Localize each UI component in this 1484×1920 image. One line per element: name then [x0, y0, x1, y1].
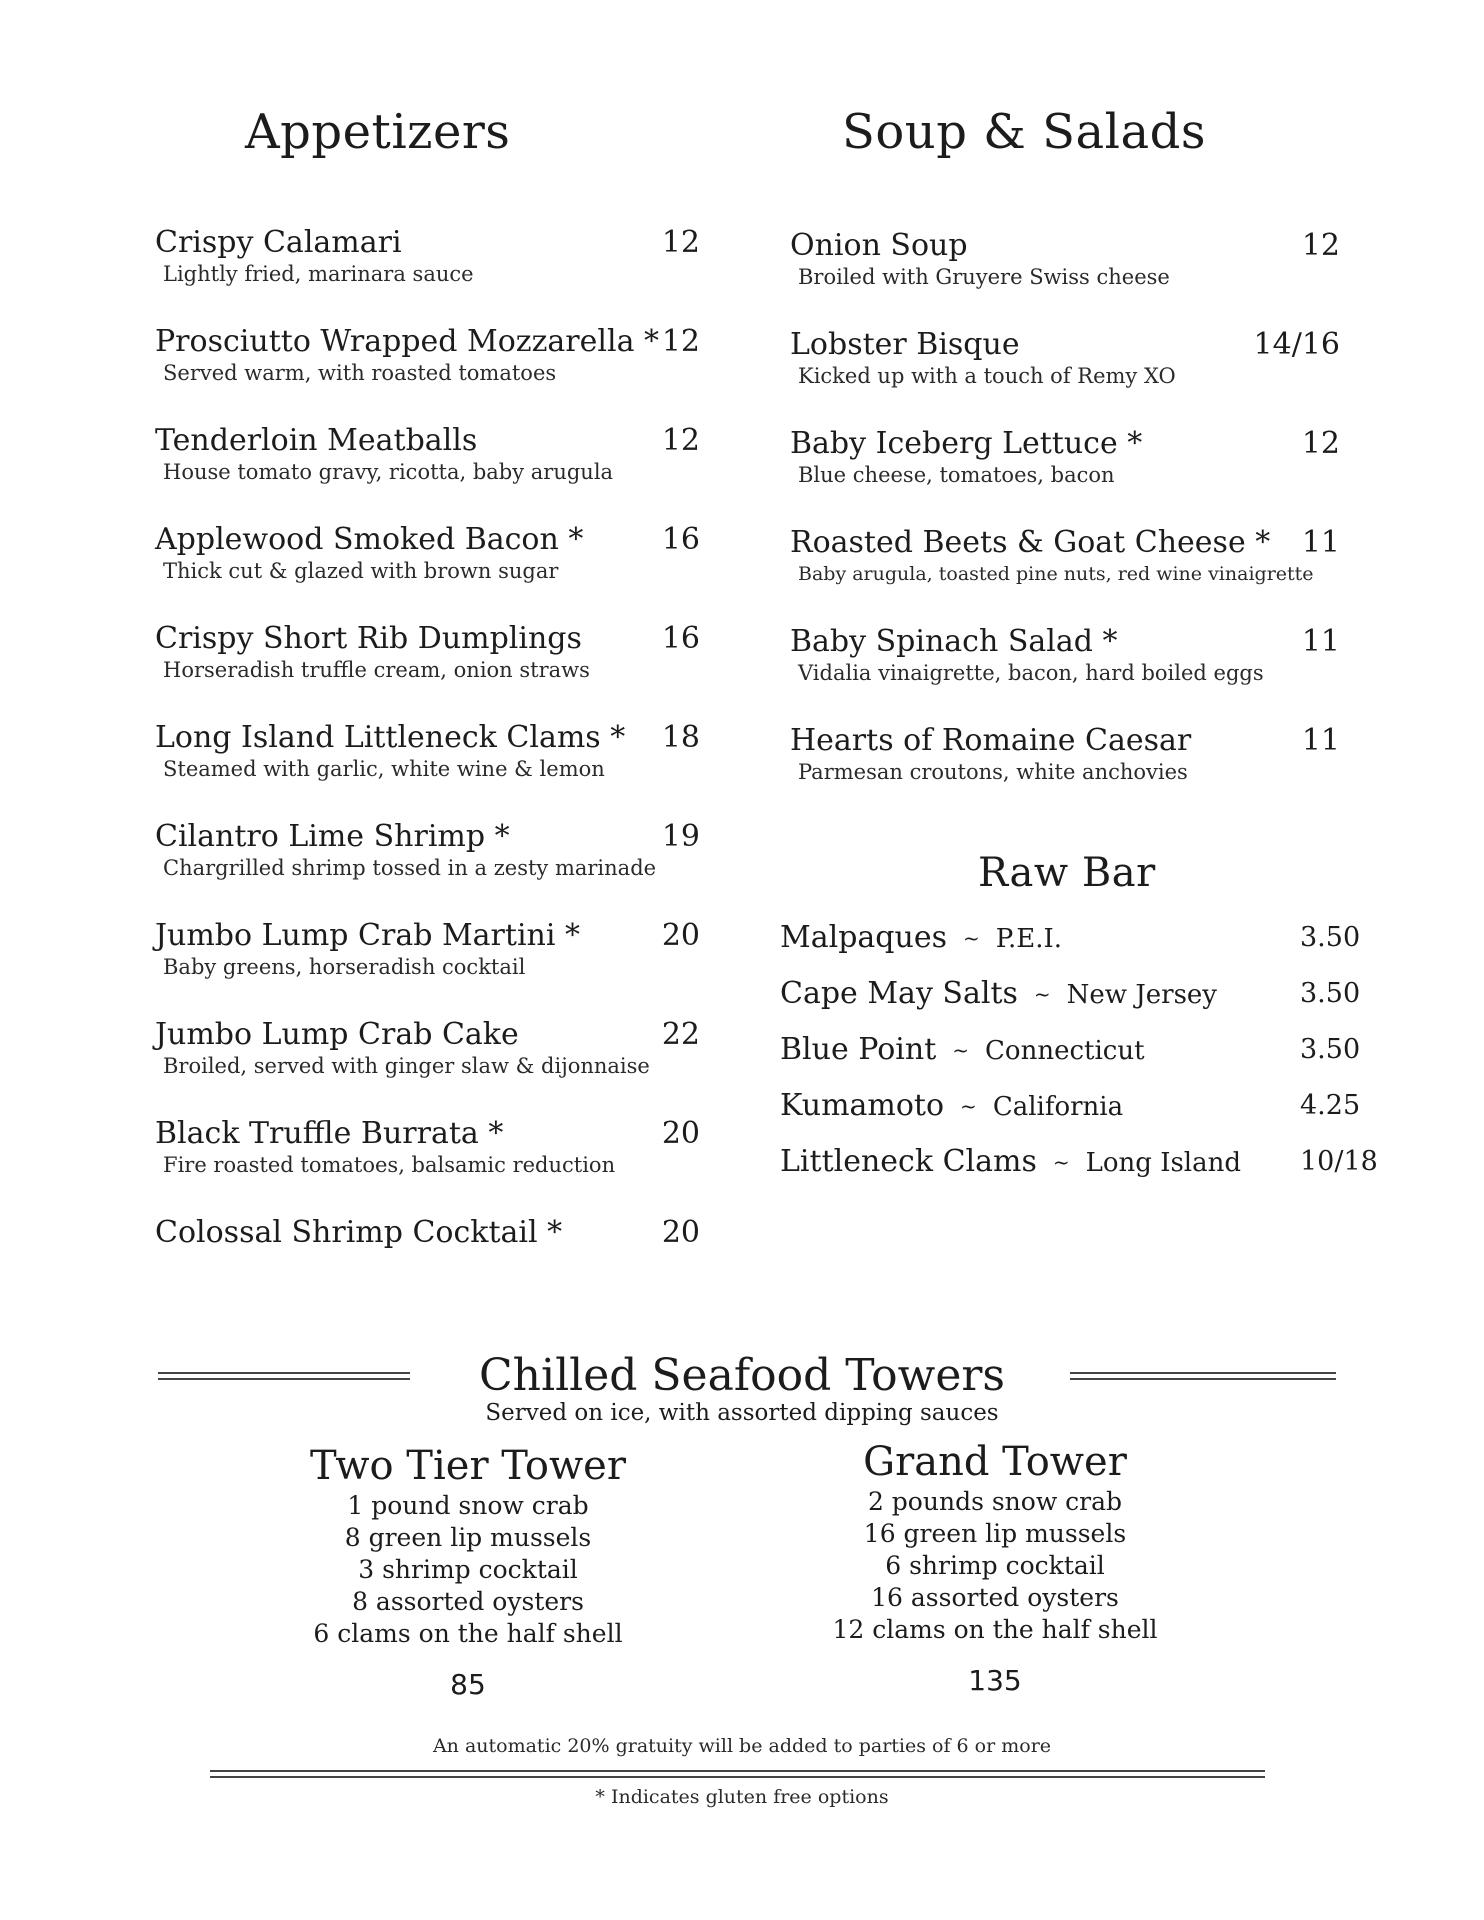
item-price: 20	[661, 1215, 700, 1250]
list-item	[790, 327, 1340, 426]
item-name: Hearts of Romaine Caesar	[790, 723, 1192, 758]
item-name: Black Truffle Burrata *	[155, 1116, 504, 1151]
rawbar-origin: New Jersey	[1066, 980, 1217, 1010]
two-tier-tower	[248, 1442, 688, 1701]
list-item	[155, 621, 700, 720]
tower-item: 12 clams on the half shell	[832, 1615, 1158, 1644]
item-description: Broiled with Gruyere Swiss cheese	[798, 265, 1170, 289]
rawbar-item	[780, 920, 1062, 958]
item-name: Baby Iceberg Lettuce *	[790, 426, 1143, 461]
rawbar-origin: P.E.I.	[995, 924, 1063, 954]
rawbar-item	[780, 976, 1217, 1014]
list-item	[155, 1215, 700, 1314]
rawbar-name: Malpaques	[780, 920, 947, 955]
soups-list	[790, 228, 1340, 822]
divider	[210, 1770, 1265, 1778]
rawbar-separator: ~	[1033, 982, 1051, 1006]
item-name: Tenderloin Meatballs	[155, 423, 478, 458]
list-item	[155, 1017, 700, 1116]
item-description: Parmesan croutons, white anchovies	[798, 760, 1188, 784]
list-item	[790, 426, 1340, 525]
gratuity-note: An automatic 20% gratuity will be added to parties of 6 or more	[432, 1735, 1052, 1757]
rawbar-price: 3.50	[1300, 1034, 1361, 1065]
appetizers-title: Appetizers	[245, 104, 511, 160]
item-description: Kicked up with a touch of Remy XO	[798, 364, 1176, 388]
list-item	[155, 324, 700, 423]
list-item	[780, 1088, 1360, 1144]
rawbar-origin: Long Island	[1085, 1148, 1242, 1178]
item-name: Jumbo Lump Crab Martini *	[155, 918, 580, 953]
tower-item: 3 shrimp cocktail	[358, 1555, 578, 1584]
item-price: 11	[1301, 723, 1340, 758]
item-name: Jumbo Lump Crab Cake	[155, 1017, 519, 1052]
item-price: 11	[1301, 624, 1340, 659]
item-name: Baby Spinach Salad *	[790, 624, 1118, 659]
tower-item: 8 assorted oysters	[352, 1587, 584, 1616]
rawbar-list	[780, 920, 1378, 1200]
rawbar-separator: ~	[1052, 1150, 1070, 1174]
rawbar-item	[780, 1032, 1145, 1070]
towers-title: Chilled Seafood Towers	[479, 1350, 1005, 1401]
tower-item: 16 green lip mussels	[863, 1519, 1127, 1548]
item-name: Roasted Beets & Goat Cheese *	[790, 525, 1271, 560]
tower-item: 6 shrimp cocktail	[885, 1551, 1105, 1580]
item-name: Applewood Smoked Bacon *	[155, 522, 584, 557]
item-price: 12	[661, 324, 700, 359]
list-item	[780, 1144, 1378, 1200]
item-description: Served warm, with roasted tomatoes	[163, 361, 557, 385]
rawbar-price: 10/18	[1300, 1146, 1378, 1177]
list-item	[155, 819, 700, 918]
rawbar-separator: ~	[952, 1038, 970, 1062]
item-description: Steamed with garlic, white wine & lemon	[163, 757, 605, 781]
list-item	[155, 1116, 700, 1215]
item-description: Thick cut & glazed with brown sugar	[163, 559, 559, 583]
item-description: Blue cheese, tomatoes, bacon	[798, 463, 1115, 487]
appetizers-list	[155, 225, 700, 1314]
list-item	[155, 918, 700, 1017]
item-name: Cilantro Lime Shrimp *	[155, 819, 510, 854]
tower-item: 8 green lip mussels	[344, 1523, 592, 1552]
rawbar-item	[780, 1144, 1241, 1182]
item-price: 12	[1301, 228, 1340, 263]
item-price: 20	[661, 918, 700, 953]
item-price: 22	[661, 1017, 700, 1052]
towers-subtitle: Served on ice, with assorted dipping sauces	[485, 1400, 999, 1426]
tower-item: 6 clams on the half shell	[313, 1619, 623, 1648]
item-name: Long Island Littleneck Clams *	[155, 720, 626, 755]
item-description: Horseradish truffle cream, onion straws	[163, 658, 590, 682]
item-name: Lobster Bisque	[790, 327, 1020, 362]
item-name: Prosciutto Wrapped Mozzarella *	[155, 324, 660, 359]
item-description: Chargrilled shrimp tossed in a zesty marinade	[163, 856, 657, 880]
list-item	[155, 423, 700, 522]
item-name: Onion Soup	[790, 228, 968, 263]
rawbar-price: 3.50	[1300, 978, 1361, 1009]
rawbar-separator: ~	[960, 1094, 977, 1118]
grand-tower	[775, 1438, 1215, 1697]
item-price: 12	[661, 225, 700, 260]
item-name: Colossal Shrimp Cocktail *	[155, 1215, 563, 1250]
gluten-free-note: * Indicates gluten free options	[595, 1786, 889, 1808]
item-price: 18	[661, 720, 700, 755]
list-item	[780, 1032, 1360, 1088]
tower-price: 135	[968, 1664, 1022, 1697]
item-price: 20	[661, 1116, 700, 1151]
tower-item: 1 pound snow crab	[347, 1491, 589, 1520]
tower-item: 16 assorted oysters	[871, 1583, 1119, 1612]
rawbar-origin: California	[992, 1092, 1124, 1122]
rawbar-price: 4.25	[1300, 1090, 1361, 1121]
tower-name: Grand Tower	[863, 1439, 1127, 1485]
rawbar-name: Blue Point	[780, 1032, 937, 1067]
item-name: Crispy Short Rib Dumplings	[155, 621, 582, 656]
rawbar-price: 3.50	[1300, 922, 1361, 953]
item-description: House tomato gravy, ricotta, baby arugula	[163, 460, 614, 484]
item-price: 11	[1301, 525, 1340, 560]
item-price: 19	[661, 819, 700, 854]
item-price: 16	[661, 522, 700, 557]
rawbar-item	[780, 1088, 1123, 1126]
tower-name: Two Tier Tower	[310, 1443, 626, 1489]
tower-price: 85	[450, 1668, 486, 1701]
tower-item: 2 pounds snow crab	[867, 1487, 1123, 1516]
rawbar-name: Kumamoto	[780, 1088, 945, 1123]
list-item	[790, 525, 1340, 624]
rawbar-title: Raw Bar	[978, 850, 1156, 896]
item-description: Vidalia vinaigrette, bacon, hard boiled eggs	[798, 661, 1264, 685]
item-description: Broiled, served with ginger slaw & dijonnaise	[163, 1054, 650, 1078]
item-name: Crispy Calamari	[155, 225, 402, 260]
item-price: 12	[661, 423, 700, 458]
list-item	[780, 920, 1360, 976]
item-price: 12	[1301, 426, 1340, 461]
list-item	[155, 225, 700, 324]
list-item	[155, 720, 700, 819]
rawbar-name: Cape May Salts	[780, 976, 1018, 1011]
item-description: Baby greens, horseradish cocktail	[163, 955, 526, 979]
item-description: Lightly fried, marinara sauce	[163, 262, 474, 286]
soups-title: Soup & Salads	[842, 104, 1206, 160]
rawbar-origin: Connecticut	[985, 1036, 1145, 1066]
item-description: Fire roasted tomatoes, balsamic reduction	[163, 1153, 616, 1177]
item-price: 16	[661, 621, 700, 656]
rawbar-separator: ~	[962, 926, 980, 950]
list-item	[790, 723, 1340, 822]
item-description: Baby arugula, toasted pine nuts, red wine vinaigrette	[798, 563, 1314, 585]
list-item	[780, 976, 1360, 1032]
list-item	[790, 624, 1340, 723]
rawbar-name: Littleneck Clams	[780, 1144, 1037, 1179]
list-item	[155, 522, 700, 621]
item-price: 14/16	[1253, 327, 1340, 362]
list-item	[790, 228, 1340, 327]
